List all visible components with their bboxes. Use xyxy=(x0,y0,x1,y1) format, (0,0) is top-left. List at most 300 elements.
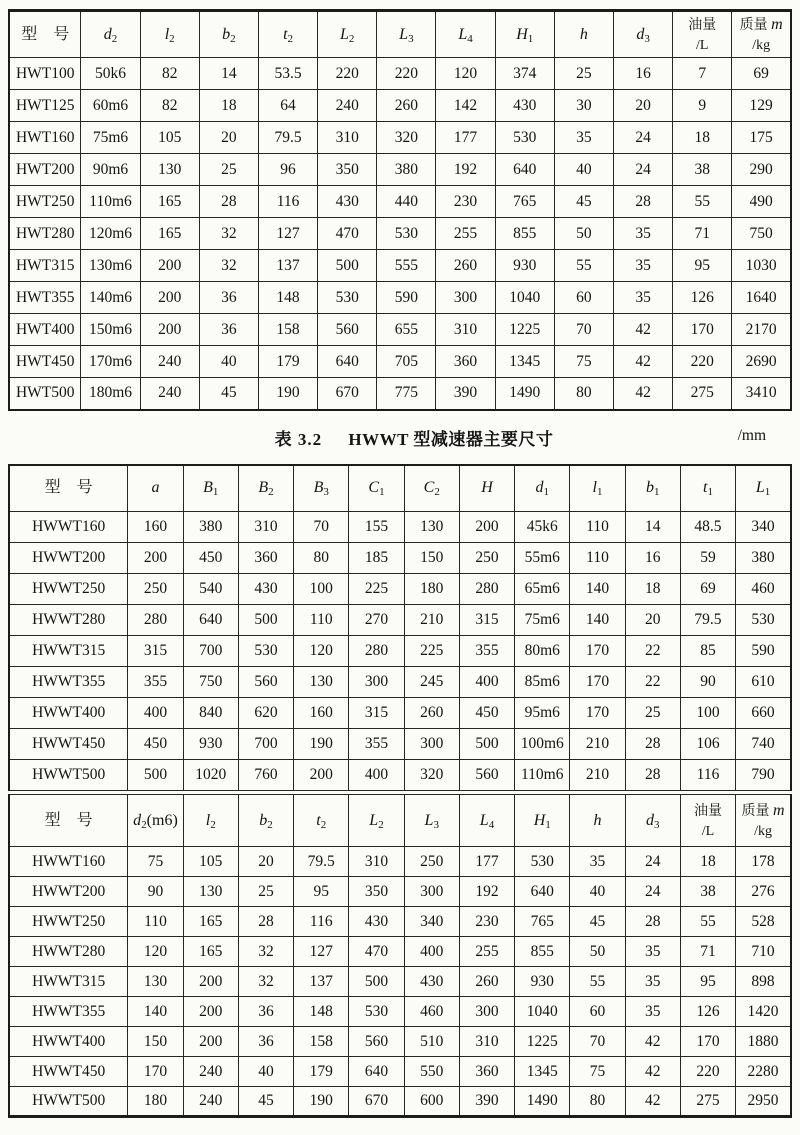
value-cell: 38 xyxy=(680,877,735,907)
value-cell: 355 xyxy=(128,667,183,698)
value-cell: 80 xyxy=(554,378,613,410)
value-cell: 1345 xyxy=(495,346,554,378)
value-cell: 71 xyxy=(673,218,732,250)
value-cell: 530 xyxy=(495,122,554,154)
value-cell: 50 xyxy=(570,937,625,967)
value-cell: 75 xyxy=(570,1057,625,1087)
model-cell: HWWT200 xyxy=(9,877,128,907)
value-cell: 45 xyxy=(570,907,625,937)
model-cell: HWT280 xyxy=(9,218,81,250)
value-cell: 275 xyxy=(680,1087,735,1117)
value-cell: 400 xyxy=(128,698,183,729)
value-cell: 640 xyxy=(183,605,238,636)
value-cell: 270 xyxy=(349,605,404,636)
value-cell: 82 xyxy=(140,90,199,122)
value-cell: 150 xyxy=(128,1027,183,1057)
column-header: $B_1$ xyxy=(183,465,238,512)
value-cell: 1040 xyxy=(495,282,554,314)
value-cell: 640 xyxy=(495,154,554,186)
value-cell: 185 xyxy=(349,543,404,574)
value-cell: 360 xyxy=(459,1057,514,1087)
header-row xyxy=(9,795,791,847)
column-header: $l_2$ xyxy=(183,795,238,847)
value-cell: 45 xyxy=(238,1087,293,1117)
model-cell: HWWT250 xyxy=(9,574,128,605)
value-cell: 45 xyxy=(554,186,613,218)
value-cell: 180 xyxy=(128,1087,183,1117)
column-header: $H_1$ xyxy=(515,795,570,847)
model-cell: HWWT315 xyxy=(9,636,128,667)
value-cell: 590 xyxy=(736,636,791,667)
value-cell: 430 xyxy=(238,574,293,605)
value-cell: 380 xyxy=(183,512,238,543)
value-cell: 45k6 xyxy=(515,512,570,543)
table-row xyxy=(9,698,791,729)
value-cell: 560 xyxy=(349,1027,404,1057)
value-cell: 28 xyxy=(625,729,680,760)
value-cell: 137 xyxy=(294,967,349,997)
value-cell: 255 xyxy=(459,937,514,967)
value-cell: 310 xyxy=(238,512,293,543)
value-cell: 300 xyxy=(459,997,514,1027)
value-cell: 24 xyxy=(613,154,672,186)
model-cell: HWWT280 xyxy=(9,605,128,636)
value-cell: 38 xyxy=(673,154,732,186)
model-cell: HWT315 xyxy=(9,250,81,282)
table-row xyxy=(9,1027,791,1057)
value-cell: 35 xyxy=(613,218,672,250)
value-cell: 25 xyxy=(554,58,613,90)
value-cell: 126 xyxy=(680,997,735,1027)
value-cell: 140 xyxy=(570,605,625,636)
value-cell: 500 xyxy=(238,605,293,636)
value-cell: 200 xyxy=(183,1027,238,1057)
column-header: 质量 m /kg xyxy=(736,795,791,847)
value-cell: 130 xyxy=(128,967,183,997)
value-cell: 32 xyxy=(238,967,293,997)
hwt-dimensions-table xyxy=(8,9,792,411)
value-cell: 240 xyxy=(318,90,377,122)
value-cell: 110 xyxy=(570,543,625,574)
value-cell: 30 xyxy=(554,90,613,122)
value-cell: 28 xyxy=(199,186,258,218)
value-cell: 600 xyxy=(404,1087,459,1117)
value-cell: 2170 xyxy=(732,314,791,346)
value-cell: 220 xyxy=(680,1057,735,1087)
value-cell: 640 xyxy=(349,1057,404,1087)
value-cell: 24 xyxy=(625,847,680,877)
value-cell: 95 xyxy=(680,967,735,997)
value-cell: 500 xyxy=(128,760,183,791)
value-cell: 250 xyxy=(459,543,514,574)
value-cell: 200 xyxy=(140,314,199,346)
value-cell: 18 xyxy=(199,90,258,122)
value-cell: 42 xyxy=(625,1027,680,1057)
value-cell: 280 xyxy=(128,605,183,636)
value-cell: 65m6 xyxy=(515,574,570,605)
value-cell: 75m6 xyxy=(81,122,140,154)
value-cell: 90 xyxy=(680,667,735,698)
header-row xyxy=(9,465,791,512)
value-cell: 855 xyxy=(515,937,570,967)
value-cell: 35 xyxy=(613,250,672,282)
value-cell: 240 xyxy=(140,346,199,378)
value-cell: 240 xyxy=(140,378,199,410)
model-cell: HWT160 xyxy=(9,122,81,154)
model-cell: HWT125 xyxy=(9,90,81,122)
table-number: 表 3.2 xyxy=(274,429,323,449)
value-cell: 530 xyxy=(238,636,293,667)
value-cell: 28 xyxy=(625,907,680,937)
column-header: $l_1$ xyxy=(570,465,625,512)
column-header: $d_1$ xyxy=(515,465,570,512)
model-cell: HWT100 xyxy=(9,58,81,90)
value-cell: 355 xyxy=(459,636,514,667)
value-cell: 400 xyxy=(404,937,459,967)
header-row xyxy=(9,11,791,58)
value-cell: 2690 xyxy=(732,346,791,378)
table-row xyxy=(9,218,791,250)
value-cell: 460 xyxy=(404,997,459,1027)
value-cell: 460 xyxy=(736,574,791,605)
value-cell: 260 xyxy=(404,698,459,729)
value-cell: 110m6 xyxy=(81,186,140,218)
value-cell: 64 xyxy=(258,90,317,122)
value-cell: 20 xyxy=(625,605,680,636)
value-cell: 210 xyxy=(570,760,625,791)
table-row xyxy=(9,346,791,378)
value-cell: 710 xyxy=(736,937,791,967)
value-cell: 300 xyxy=(404,877,459,907)
value-cell: 300 xyxy=(436,282,495,314)
value-cell: 175 xyxy=(732,122,791,154)
value-cell: 55 xyxy=(554,250,613,282)
value-cell: 310 xyxy=(436,314,495,346)
value-cell: 36 xyxy=(199,314,258,346)
value-cell: 100m6 xyxy=(515,729,570,760)
value-cell: 42 xyxy=(613,314,672,346)
value-cell: 85m6 xyxy=(515,667,570,698)
value-cell: 1880 xyxy=(736,1027,791,1057)
value-cell: 1640 xyxy=(732,282,791,314)
value-cell: 79.5 xyxy=(258,122,317,154)
value-cell: 320 xyxy=(404,760,459,791)
value-cell: 18 xyxy=(625,574,680,605)
value-cell: 42 xyxy=(613,378,672,410)
value-cell: 560 xyxy=(318,314,377,346)
table-row xyxy=(9,1087,791,1117)
value-cell: 180 xyxy=(404,574,459,605)
value-cell: 116 xyxy=(294,907,349,937)
value-cell: 275 xyxy=(673,378,732,410)
value-cell: 90 xyxy=(128,877,183,907)
value-cell: 840 xyxy=(183,698,238,729)
value-cell: 179 xyxy=(294,1057,349,1087)
model-cell: HWWT250 xyxy=(9,907,128,937)
table-row xyxy=(9,967,791,997)
value-cell: 280 xyxy=(349,636,404,667)
value-cell: 110m6 xyxy=(515,760,570,791)
value-cell: 140 xyxy=(128,997,183,1027)
value-cell: 540 xyxy=(183,574,238,605)
value-cell: 315 xyxy=(349,698,404,729)
table-row xyxy=(9,877,791,907)
value-cell: 158 xyxy=(258,314,317,346)
value-cell: 1490 xyxy=(495,378,554,410)
value-cell: 170 xyxy=(570,636,625,667)
value-cell: 1225 xyxy=(495,314,554,346)
value-cell: 32 xyxy=(199,218,258,250)
value-cell: 170m6 xyxy=(81,346,140,378)
value-cell: 36 xyxy=(238,1027,293,1057)
value-cell: 18 xyxy=(680,847,735,877)
value-cell: 380 xyxy=(377,154,436,186)
value-cell: 530 xyxy=(736,605,791,636)
column-header: 型 号 xyxy=(9,11,81,58)
value-cell: 530 xyxy=(349,997,404,1027)
value-cell: 150m6 xyxy=(81,314,140,346)
table-row xyxy=(9,847,791,877)
value-cell: 470 xyxy=(349,937,404,967)
value-cell: 35 xyxy=(625,997,680,1027)
value-cell: 775 xyxy=(377,378,436,410)
value-cell: 165 xyxy=(140,186,199,218)
value-cell: 620 xyxy=(238,698,293,729)
value-cell: 79.5 xyxy=(294,847,349,877)
value-cell: 200 xyxy=(459,512,514,543)
value-cell: 300 xyxy=(349,667,404,698)
model-cell: HWWT400 xyxy=(9,698,128,729)
value-cell: 192 xyxy=(436,154,495,186)
value-cell: 225 xyxy=(349,574,404,605)
value-cell: 930 xyxy=(515,967,570,997)
column-header: $L_4$ xyxy=(459,795,514,847)
value-cell: 700 xyxy=(238,729,293,760)
value-cell: 53.5 xyxy=(258,58,317,90)
value-cell: 130 xyxy=(140,154,199,186)
value-cell: 210 xyxy=(570,729,625,760)
value-cell: 380 xyxy=(736,543,791,574)
table-row xyxy=(9,282,791,314)
value-cell: 590 xyxy=(377,282,436,314)
value-cell: 80 xyxy=(294,543,349,574)
value-cell: 42 xyxy=(625,1087,680,1117)
value-cell: 260 xyxy=(377,90,436,122)
value-cell: 1345 xyxy=(515,1057,570,1087)
value-cell: 70 xyxy=(570,1027,625,1057)
column-header: a xyxy=(128,465,183,512)
column-header: $L_2$ xyxy=(318,11,377,58)
model-cell: HWWT500 xyxy=(9,1087,128,1117)
value-cell: 35 xyxy=(625,967,680,997)
value-cell: 400 xyxy=(349,760,404,791)
value-cell: 48.5 xyxy=(680,512,735,543)
value-cell: 82 xyxy=(140,58,199,90)
value-cell: 250 xyxy=(404,847,459,877)
value-cell: 550 xyxy=(404,1057,459,1087)
value-cell: 260 xyxy=(459,967,514,997)
value-cell: 127 xyxy=(258,218,317,250)
value-cell: 60m6 xyxy=(81,90,140,122)
value-cell: 500 xyxy=(349,967,404,997)
value-cell: 1020 xyxy=(183,760,238,791)
value-cell: 430 xyxy=(349,907,404,937)
value-cell: 640 xyxy=(318,346,377,378)
value-cell: 765 xyxy=(515,907,570,937)
value-cell: 655 xyxy=(377,314,436,346)
value-cell: 158 xyxy=(294,1027,349,1057)
value-cell: 1040 xyxy=(515,997,570,1027)
value-cell: 200 xyxy=(294,760,349,791)
value-cell: 200 xyxy=(183,997,238,1027)
value-cell: 20 xyxy=(199,122,258,154)
value-cell: 32 xyxy=(238,937,293,967)
value-cell: 360 xyxy=(436,346,495,378)
column-header: $B_3$ xyxy=(294,465,349,512)
value-cell: 170 xyxy=(673,314,732,346)
value-cell: 200 xyxy=(140,250,199,282)
column-header: $d_3$ xyxy=(613,11,672,58)
table-row xyxy=(9,543,791,574)
column-header: $l_2$ xyxy=(140,11,199,58)
value-cell: 35 xyxy=(625,937,680,967)
value-cell: 640 xyxy=(515,877,570,907)
value-cell: 310 xyxy=(459,1027,514,1057)
table-row xyxy=(9,186,791,218)
value-cell: 930 xyxy=(183,729,238,760)
column-header: $b_1$ xyxy=(625,465,680,512)
value-cell: 160 xyxy=(294,698,349,729)
value-cell: 240 xyxy=(183,1087,238,1117)
value-cell: 36 xyxy=(199,282,258,314)
value-cell: 560 xyxy=(459,760,514,791)
value-cell: 120m6 xyxy=(81,218,140,250)
value-cell: 127 xyxy=(294,937,349,967)
value-cell: 240 xyxy=(183,1057,238,1087)
value-cell: 130 xyxy=(404,512,459,543)
value-cell: 35 xyxy=(613,282,672,314)
value-cell: 500 xyxy=(459,729,514,760)
value-cell: 35 xyxy=(570,847,625,877)
table-row xyxy=(9,729,791,760)
table-row xyxy=(9,90,791,122)
value-cell: 930 xyxy=(495,250,554,282)
model-cell: HWWT500 xyxy=(9,760,128,791)
value-cell: 290 xyxy=(732,154,791,186)
value-cell: 400 xyxy=(459,667,514,698)
value-cell: 340 xyxy=(404,907,459,937)
value-cell: 450 xyxy=(183,543,238,574)
value-cell: 120 xyxy=(294,636,349,667)
model-cell: HWWT200 xyxy=(9,543,128,574)
value-cell: 120 xyxy=(128,937,183,967)
value-cell: 28 xyxy=(238,907,293,937)
value-cell: 60 xyxy=(554,282,613,314)
value-cell: 440 xyxy=(377,186,436,218)
value-cell: 170 xyxy=(570,667,625,698)
value-cell: 90m6 xyxy=(81,154,140,186)
value-cell: 32 xyxy=(199,250,258,282)
column-header: h xyxy=(570,795,625,847)
column-header: 型 号 xyxy=(9,795,128,847)
value-cell: 75m6 xyxy=(515,605,570,636)
column-header: $H_1$ xyxy=(495,11,554,58)
value-cell: 25 xyxy=(625,698,680,729)
value-cell: 80m6 xyxy=(515,636,570,667)
value-cell: 14 xyxy=(199,58,258,90)
value-cell: 7 xyxy=(673,58,732,90)
value-cell: 470 xyxy=(318,218,377,250)
value-cell: 177 xyxy=(459,847,514,877)
value-cell: 610 xyxy=(736,667,791,698)
column-header: $C_2$ xyxy=(404,465,459,512)
value-cell: 25 xyxy=(238,877,293,907)
table-row xyxy=(9,997,791,1027)
value-cell: 500 xyxy=(318,250,377,282)
value-cell: 510 xyxy=(404,1027,459,1057)
value-cell: 190 xyxy=(294,1087,349,1117)
column-header: $L_3$ xyxy=(377,11,436,58)
value-cell: 36 xyxy=(238,997,293,1027)
column-header: h xyxy=(554,11,613,58)
hwwt-output-shaft-table xyxy=(8,794,792,1118)
value-cell: 898 xyxy=(736,967,791,997)
value-cell: 300 xyxy=(404,729,459,760)
column-header: $b_2$ xyxy=(199,11,258,58)
value-cell: 740 xyxy=(736,729,791,760)
value-cell: 55 xyxy=(673,186,732,218)
value-cell: 110 xyxy=(294,605,349,636)
value-cell: 192 xyxy=(459,877,514,907)
value-cell: 790 xyxy=(736,760,791,791)
value-cell: 340 xyxy=(736,512,791,543)
column-header: $B_2$ xyxy=(238,465,293,512)
value-cell: 430 xyxy=(404,967,459,997)
value-cell: 225 xyxy=(404,636,459,667)
value-cell: 148 xyxy=(258,282,317,314)
value-cell: 20 xyxy=(238,847,293,877)
value-cell: 116 xyxy=(680,760,735,791)
value-cell: 40 xyxy=(570,877,625,907)
value-cell: 190 xyxy=(258,378,317,410)
value-cell: 750 xyxy=(183,667,238,698)
value-cell: 220 xyxy=(377,58,436,90)
value-cell: 220 xyxy=(673,346,732,378)
value-cell: 69 xyxy=(732,58,791,90)
value-cell: 705 xyxy=(377,346,436,378)
value-cell: 25 xyxy=(199,154,258,186)
value-cell: 170 xyxy=(680,1027,735,1057)
value-cell: 75 xyxy=(128,847,183,877)
value-cell: 137 xyxy=(258,250,317,282)
value-cell: 130 xyxy=(294,667,349,698)
value-cell: 40 xyxy=(554,154,613,186)
value-cell: 430 xyxy=(318,186,377,218)
value-cell: 105 xyxy=(183,847,238,877)
value-cell: 110 xyxy=(570,512,625,543)
table-row xyxy=(9,122,791,154)
caption-title: HWWT 型减速器主要尺寸 xyxy=(348,429,554,449)
value-cell: 315 xyxy=(459,605,514,636)
model-cell: HWWT160 xyxy=(9,512,128,543)
value-cell: 360 xyxy=(238,543,293,574)
model-cell: HWWT315 xyxy=(9,967,128,997)
column-header: $d_2(m6)$ xyxy=(128,795,183,847)
value-cell: 660 xyxy=(736,698,791,729)
value-cell: 50 xyxy=(554,218,613,250)
value-cell: 96 xyxy=(258,154,317,186)
value-cell: 374 xyxy=(495,58,554,90)
